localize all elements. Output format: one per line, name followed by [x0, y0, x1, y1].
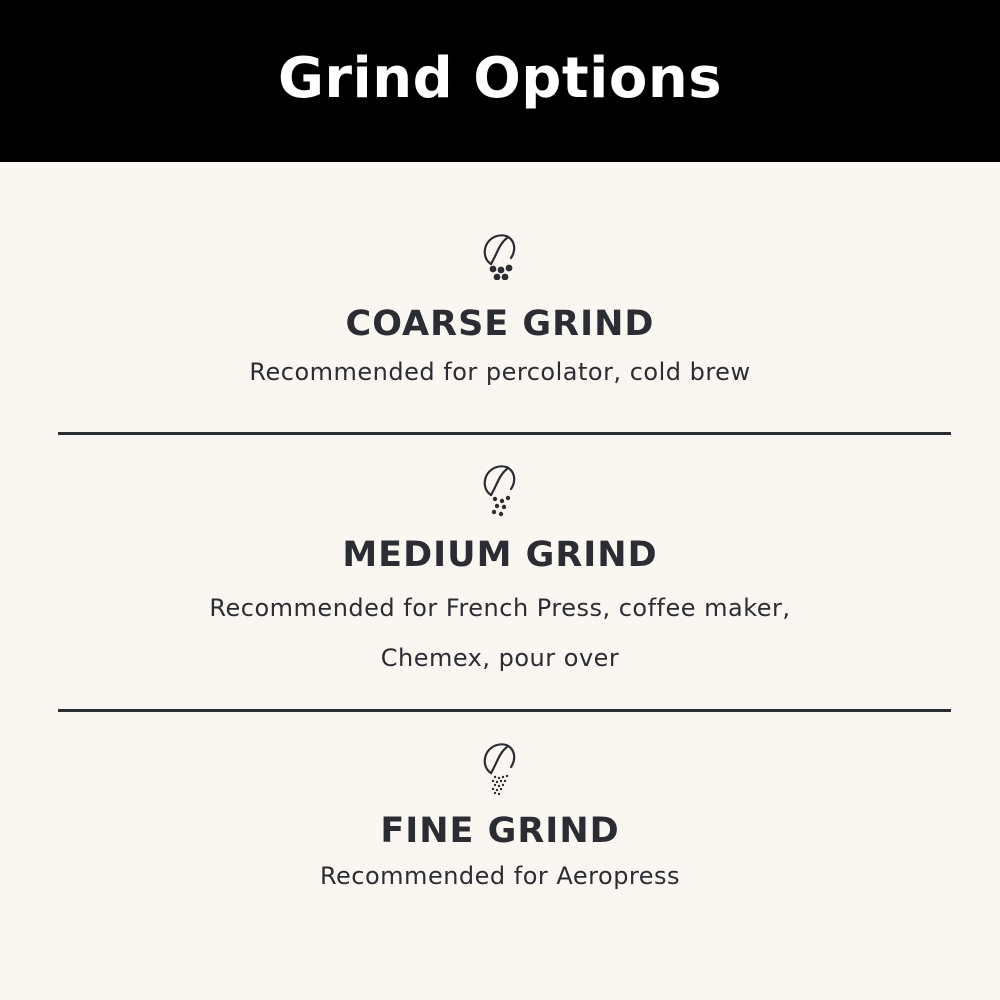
grind-title: COARSE GRIND	[345, 304, 655, 344]
grind-section-medium	[0, 463, 1000, 683]
grind-title: MEDIUM GRIND	[342, 535, 658, 575]
grind-description-line-1: Recommended for French Press, coffee maker,	[209, 594, 791, 622]
grind-description: Recommended for Aeropress	[319, 862, 681, 890]
coffee-bean-coarse-icon	[477, 232, 523, 280]
coffee-bean-medium-icon	[477, 463, 523, 519]
grind-title: FINE GRIND	[380, 811, 620, 851]
grind-description: Recommended for percolator, cold brew	[249, 358, 751, 386]
page-title: Grind Options	[277, 45, 723, 111]
grind-section-fine	[0, 741, 1000, 891]
divider	[58, 432, 951, 435]
coffee-bean-fine-icon	[477, 741, 523, 797]
grind-section-coarse	[0, 232, 1000, 387]
grind-description-line-2: Chemex, pour over	[380, 644, 620, 672]
header-banner	[0, 0, 1000, 162]
divider	[58, 709, 951, 712]
